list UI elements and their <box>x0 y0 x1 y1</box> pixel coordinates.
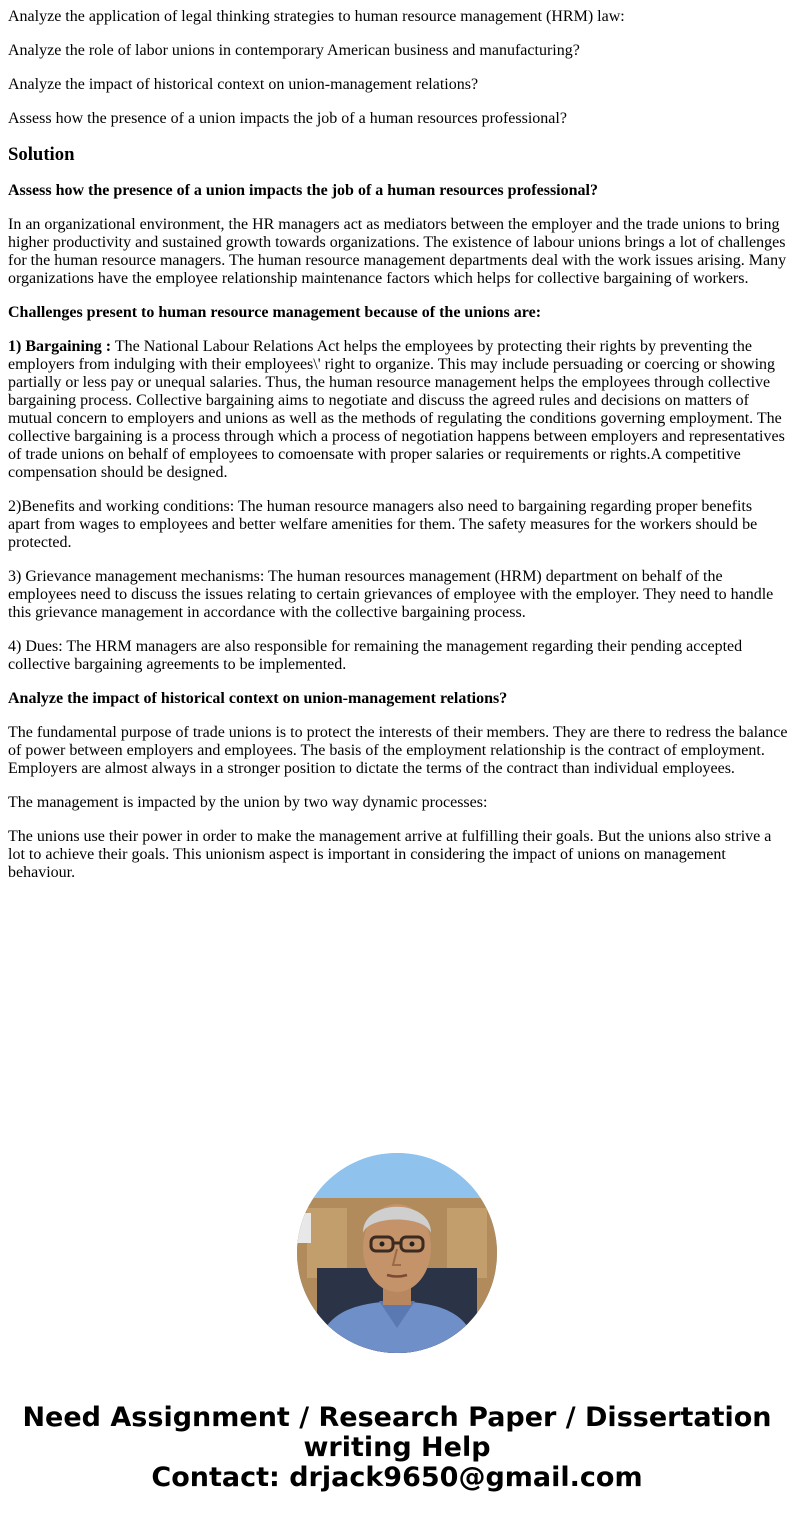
section2-para2: The management is impacted by the union by two way dynamic processes: <box>8 794 488 811</box>
section1-intro: In an organizational environment, the HR managers act as mediators between the employer and the trade unions to bring higher productivity and sustained growth towards organizations. The existence of labour unions brings a lot of challenges for the human resource managers. The human resource management departments deal with the work issues arising. Many organizations have the employee relationship maintenance factors which helps for collective bargaining of workers. <box>8 216 787 287</box>
point-grievance: 3) Grievance management mechanisms: The human resources management (HRM) department on behalf of the employees need to discuss the issues relating to certain grievances of employee with the employer. They need to handle this grievance management in accordance with the collective bargaining process. <box>8 568 774 621</box>
point-dues: 4) Dues: The HRM managers are also responsible for remaining the management regarding their pending accepted collective bargaining agreements to be implemented. <box>8 638 743 673</box>
section2-para3: The unions use their power in order to make the management arrive at fulfilling their goals. But the unions also strive a lot to achieve their goals. This unionism aspect is important in considering the impact of unions on management behaviour. <box>8 828 772 881</box>
point-bargaining <box>8 338 788 482</box>
point-bargaining-text: The National Labour Relations Act helps the employees by protecting their rights by preventing the employers from indulging with their employees\' right to organize. This may include persuading or coercing or showing partially or less pay or unequal salaries. Thus, the human resource management helps the employees through collective bargaining process. Collective bargaining aims to negotiate and discuss the agreed rules and decisions on matters of mutual concern to employers and unions as well as the methods of regulating the conditions governing employment. The collective bargaining is a process through which a process of negotiation happens between employers and representatives of trade unions on behalf of employees to comoensate with proper salaries or requirements or rights.A competitive compensation should be designed. <box>8 338 785 481</box>
section2-heading: Analyze the impact of historical context on union-management relations? <box>8 690 508 707</box>
document-content <box>8 8 788 898</box>
challenges-heading: Challenges present to human resource management because of the unions are: <box>8 304 542 321</box>
contact-footer <box>0 1403 794 1493</box>
author-portrait-illustration <box>297 1153 497 1353</box>
point-benefits: 2)Benefits and working conditions: The human resource managers also need to bargaining regarding proper benefits apart from wages to employees and better welfare amenities for them. The safety measures for the workers should be protected. <box>8 498 758 551</box>
footer-line-1: Need Assignment / Research Paper / Dissertation <box>22 1402 772 1433</box>
question-1: Analyze the application of legal thinking strategies to human resource management (HRM) law: <box>8 8 625 25</box>
section2-para1: The fundamental purpose of trade unions is to protect the interests of their members. They are there to redress the balance of power between employers and employees. The basis of the employment relationship is the contract of employment. Employers are almost always in a stronger position to dictate the terms of the contract than individual employees. <box>8 724 788 777</box>
point-bargaining-label: 1) Bargaining : <box>8 338 112 355</box>
solution-heading: Solution <box>8 144 75 165</box>
question-2: Analyze the role of labor unions in contemporary American business and manufacturing? <box>8 42 580 59</box>
footer-contact-line: Contact: drjack9650@gmail.com <box>151 1462 643 1493</box>
section1-heading: Assess how the presence of a union impacts the job of a human resources professional? <box>8 182 598 199</box>
question-4: Assess how the presence of a union impacts the job of a human resources professional? <box>8 110 567 127</box>
author-avatar <box>297 1153 497 1353</box>
footer-line-2: writing Help <box>303 1432 491 1463</box>
question-3: Analyze the impact of historical context on union-management relations? <box>8 76 479 93</box>
